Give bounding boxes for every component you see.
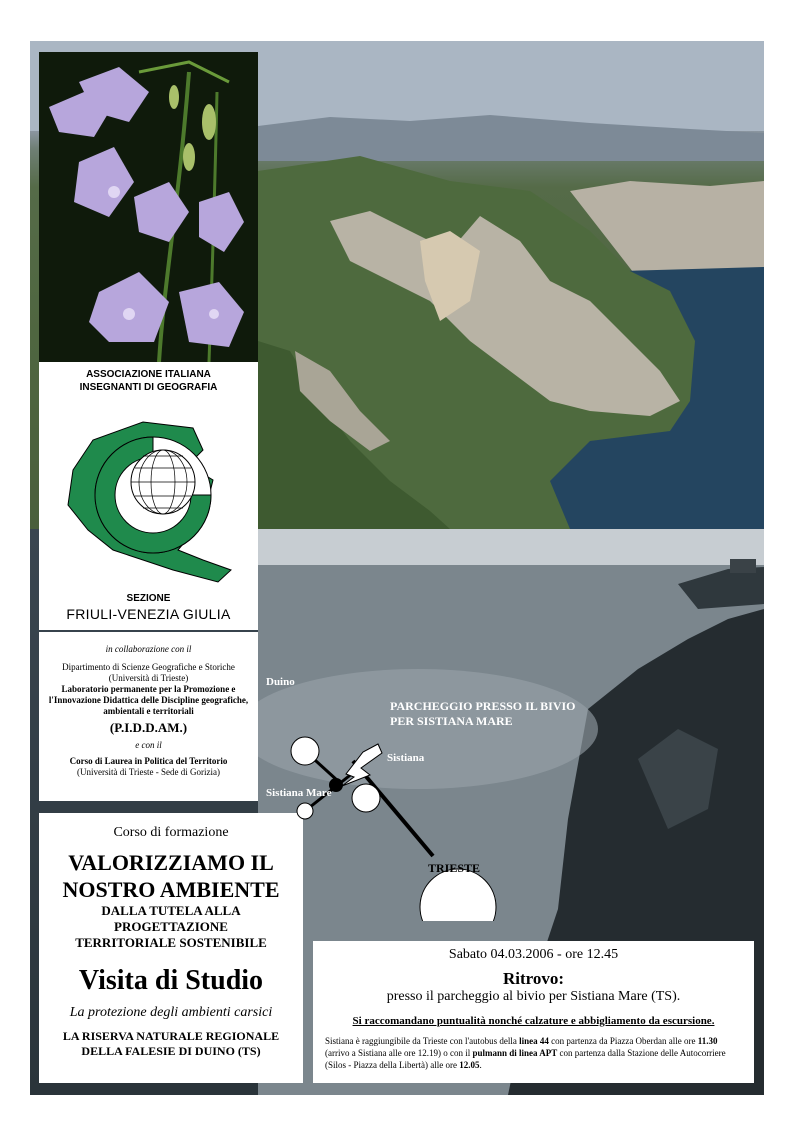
- course-title: VALORIZZIAMO IL NOSTRO AMBIENTE: [62, 850, 280, 902]
- trieste-marker: [420, 869, 496, 921]
- course-kind: Corso di formazione: [113, 825, 229, 840]
- association-name: ASSOCIAZIONE ITALIANA INSEGNANTI DI GEOGRAFIA: [79, 369, 218, 393]
- label-sistiana-mare: Sistiana Mare: [266, 787, 332, 799]
- meeting-warning: Si raccomandano puntualità nonché calzature e abbigliamento da escursione.: [352, 1015, 715, 1027]
- visit-title: Visita di Studio: [78, 965, 264, 996]
- lab-acronym: (P.I.D.D.AM.): [109, 720, 188, 735]
- lab-name: Laboratorio permanente per la Promozione e l'Innovazione Didattica delle Discipline geografiche, ambientali e territoriali: [48, 684, 249, 716]
- label-trieste: TRIESTE: [428, 861, 481, 875]
- section-label: SEZIONE: [126, 593, 171, 604]
- meeting-panel: [313, 941, 754, 1083]
- meeting-transport-info: Sistiana è raggiungibile da Trieste con l'autobus della linea 44 con partenza da Piazza Oberdan alle ore 11.30 (arrivo a Sistiana alle ore 12.19) o con il pulmann di linea APT con partenza dalla Stazione delle Autocorriere (Silos - Piazza della Libertà) alle ore 12.05.: [325, 1036, 726, 1070]
- degree-name: Corso di Laurea in Politica del Territorio: [69, 756, 228, 766]
- label-sistiana: Sistiana: [387, 752, 425, 764]
- meeting-place: presso il parcheggio al bivio per Sistiana Mare (TS).: [386, 989, 681, 1004]
- sistiana-marker: [352, 784, 380, 812]
- collab-intro: in collaborazione con il: [105, 644, 192, 654]
- sistiana-mare-marker: [297, 803, 313, 819]
- label-parking: PARCHEGGIO PRESSO IL BIVIO PER SISTIANA MARE: [390, 699, 576, 728]
- collaboration-panel: [39, 632, 258, 801]
- department-name: Dipartimento di Scienze Geografiche e Storiche: [62, 662, 235, 672]
- degree-university: (Università di Trieste - Sede di Gorizia): [77, 767, 220, 777]
- visit-place: LA RISERVA NATURALE REGIONALE DELLA FALESIE DI DUINO (TS): [62, 1029, 280, 1058]
- association-panel: [39, 362, 258, 630]
- poster-frame: [30, 41, 764, 1095]
- region-name: FRIULI-VENEZIA GIULIA: [66, 606, 231, 622]
- meeting-date: Sabato 04.03.2006 - ore 12.45: [448, 947, 619, 962]
- collab-and: e con il: [135, 740, 162, 750]
- campanula-flower-photo: [39, 52, 258, 362]
- parking-arrow: [342, 744, 382, 786]
- duino-marker: [291, 737, 319, 765]
- course-subtitle: DALLA TUTELA ALLA PROGETTAZIONE TERRITORIALE SOSTENIBILE: [75, 903, 267, 950]
- label-duino: Duino: [266, 676, 295, 688]
- meeting-heading: Ritrovo:: [502, 969, 565, 988]
- department-university: (Università di Trieste): [108, 673, 189, 683]
- association-logo: [53, 410, 243, 595]
- route-map: [258, 641, 618, 921]
- visit-theme: La protezione degli ambienti carsici: [69, 1005, 273, 1020]
